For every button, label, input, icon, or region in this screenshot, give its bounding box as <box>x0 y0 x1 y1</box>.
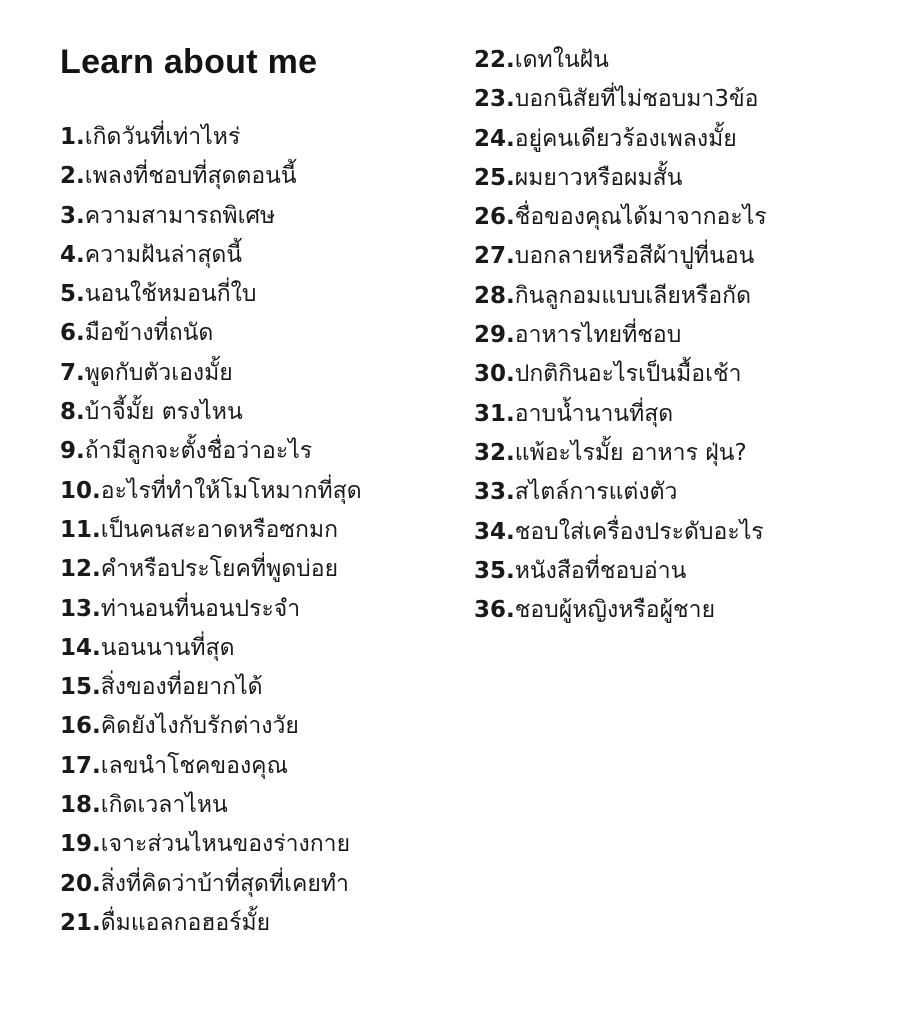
question-number: 23. <box>474 86 515 113</box>
question-text: ชอบผู้หญิงหรือผู้ชาย <box>514 597 716 624</box>
question-item <box>474 591 874 630</box>
question-text: เกิดวันที่เท่าไหร่ <box>84 124 241 150</box>
question-text: เดทในฝัน <box>514 47 609 73</box>
question-number: 30. <box>474 361 515 388</box>
question-item <box>60 550 460 589</box>
question-text: คำหรือประโยคที่พูดบ่อย <box>100 556 339 583</box>
question-item <box>60 590 460 629</box>
question-text: นอนใช้หมอนกี่ใบ <box>84 281 257 308</box>
question-number: 15. <box>60 674 101 701</box>
question-item <box>474 434 874 473</box>
question-number: 3. <box>60 202 85 229</box>
question-number: 26. <box>474 204 515 231</box>
question-text: อาหารไทยที่ชอบ <box>514 322 682 349</box>
question-number: 5. <box>60 281 85 308</box>
question-text: เกิดเวลาไหน <box>100 792 228 819</box>
question-text: พูดกับตัวเองมั้ย <box>84 359 233 386</box>
question-number: 32. <box>474 439 515 466</box>
question-number: 1. <box>60 124 85 150</box>
question-number: 22. <box>474 47 515 73</box>
question-text: เจาะส่วนไหนของร่างกาย <box>100 831 351 858</box>
question-item <box>474 80 874 119</box>
question-text: บอกนิสัยที่ไม่ชอบมา3ข้อ <box>514 86 759 113</box>
question-text: ถ้ามีลูกจะตั้งชื่อว่าอะไร <box>84 438 313 465</box>
question-number: 21. <box>60 909 101 936</box>
question-number: 12. <box>60 556 101 583</box>
question-text: ดื่มแอลกอฮอร์มั้ย <box>100 909 271 936</box>
question-number: 24. <box>474 125 515 152</box>
question-number: 9. <box>60 438 85 465</box>
question-number: 19. <box>60 831 101 858</box>
question-item <box>60 747 460 786</box>
question-number: 18. <box>60 792 101 819</box>
question-text: แพ้อะไรมั้ย อาหาร ฝุ่น? <box>514 439 747 466</box>
question-number: 8. <box>60 399 85 426</box>
question-text: เป็นคนสะอาดหรือซกมก <box>100 516 339 543</box>
question-text: บ้าจี้มั้ย ตรงไหน <box>84 399 243 426</box>
question-item <box>60 786 460 825</box>
question-item <box>60 118 460 157</box>
question-number: 7. <box>60 359 85 386</box>
question-number: 16. <box>60 713 101 740</box>
question-text: สไตล์การแต่งตัว <box>514 479 678 506</box>
page-title: Learn about me <box>60 43 318 81</box>
question-number: 17. <box>60 752 101 779</box>
question-text: หนังสือที่ชอบอ่าน <box>514 557 687 584</box>
question-text: ผมยาวหรือผมสั้น <box>514 164 683 191</box>
question-text: ชอบใส่เครื่องประดับอะไร <box>514 518 764 545</box>
question-item <box>60 511 460 550</box>
question-number: 29. <box>474 322 515 349</box>
question-text: นอนนานที่สุด <box>100 634 235 661</box>
question-number: 13. <box>60 595 101 622</box>
question-item <box>474 198 874 237</box>
question-text: เลขนำโชคของคุณ <box>100 752 288 779</box>
question-item <box>60 393 460 432</box>
question-number: 28. <box>474 282 515 309</box>
question-item <box>474 552 874 591</box>
question-text: อาบน้ำนานที่สุด <box>514 400 674 427</box>
question-item <box>60 157 460 196</box>
question-text: ชื่อของคุณได้มาจากอะไร <box>514 204 767 231</box>
question-number: 34. <box>474 518 515 545</box>
question-number: 14. <box>60 634 101 661</box>
question-text: เพลงที่ชอบที่สุดตอนนี้ <box>84 163 297 190</box>
question-text: สิ่งของที่อยากได้ <box>100 674 263 701</box>
question-number: 6. <box>60 320 85 347</box>
question-text: อยู่คนเดียวร้องเพลงมั้ย <box>514 125 737 152</box>
question-item <box>474 120 874 159</box>
question-item <box>60 472 460 511</box>
question-item <box>60 197 460 236</box>
question-number: 31. <box>474 400 515 427</box>
question-list-right <box>474 41 874 630</box>
question-text: ความฝันล่าสุดนี้ <box>84 241 243 268</box>
question-number: 35. <box>474 557 515 584</box>
question-text: บอกลายหรือสีผ้าปูที่นอน <box>514 243 755 270</box>
question-text: อะไรที่ทำให้โมโหมากที่สุด <box>100 477 362 504</box>
question-text: ความสามารถพิเศษ <box>84 202 276 229</box>
question-item <box>60 904 460 943</box>
question-text: กินลูกอมแบบเลียหรือกัด <box>514 282 752 309</box>
question-item <box>474 473 874 512</box>
question-number: 4. <box>60 241 85 268</box>
question-item <box>474 513 874 552</box>
question-item <box>474 41 874 80</box>
question-item <box>60 314 460 353</box>
question-text: สิ่งที่คิดว่าบ้าที่สุดที่เคยทำ <box>100 870 349 897</box>
question-item <box>60 354 460 393</box>
question-number: 20. <box>60 870 101 897</box>
question-number: 36. <box>474 597 515 624</box>
question-item <box>60 236 460 275</box>
question-item <box>60 668 460 707</box>
question-item <box>474 316 874 355</box>
question-number: 11. <box>60 516 101 543</box>
question-list-left <box>60 118 460 943</box>
question-number: 10. <box>60 477 101 504</box>
question-number: 25. <box>474 164 515 191</box>
question-text: ท่านอนที่นอนประจำ <box>100 595 301 622</box>
question-item <box>474 395 874 434</box>
question-item <box>60 707 460 746</box>
question-item <box>474 159 874 198</box>
question-item <box>60 432 460 471</box>
question-item <box>60 865 460 904</box>
question-text: คิดยังไงกับรักต่างวัย <box>100 713 299 740</box>
question-item <box>60 629 460 668</box>
question-item <box>60 825 460 864</box>
question-number: 33. <box>474 479 515 506</box>
question-item <box>474 355 874 394</box>
question-item <box>474 277 874 316</box>
question-item <box>474 237 874 276</box>
question-number: 27. <box>474 243 515 270</box>
question-text: ปกติกินอะไรเป็นมื้อเช้า <box>514 361 742 388</box>
question-text: มือข้างที่ถนัด <box>84 320 214 347</box>
question-item <box>60 275 460 314</box>
question-number: 2. <box>60 163 85 190</box>
